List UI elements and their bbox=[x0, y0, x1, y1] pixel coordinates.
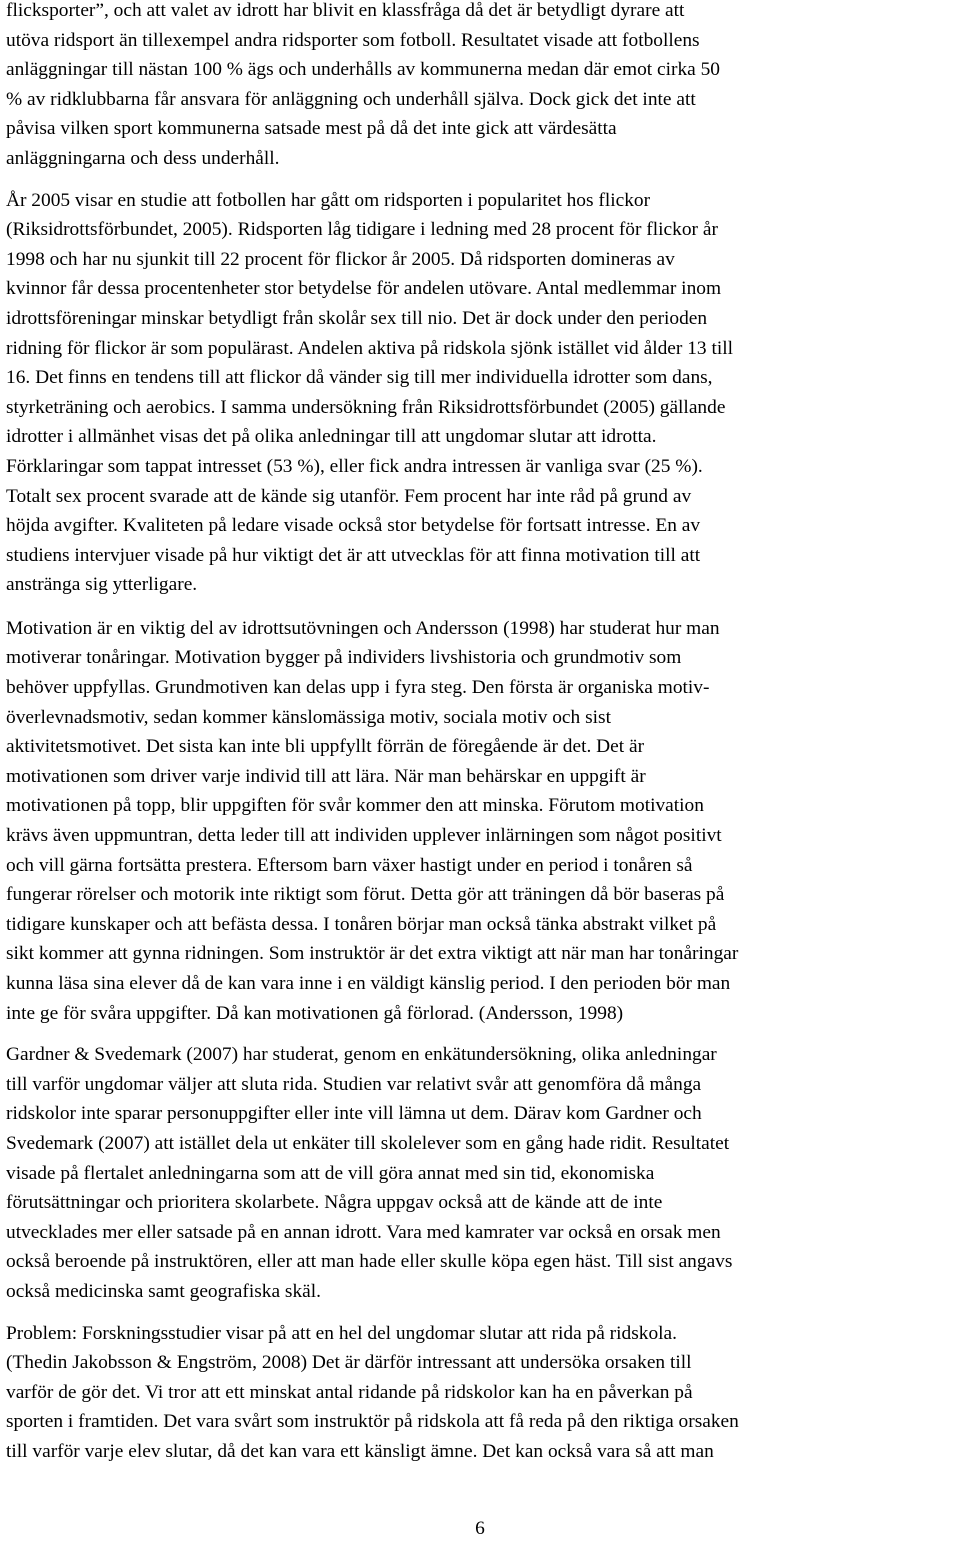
text-line: överlevnadsmotiv, sedan kommer känslomässiga motiv, sociala motiv och sist bbox=[6, 706, 611, 728]
text-line: visade på flertalet anledningarna som att de vill göra annat med sin tid, ekonomiska bbox=[6, 1162, 655, 1184]
text-line: och vill gärna fortsätta prestera. Eftersom barn växer hastigt under en period i tonåren så bbox=[6, 854, 693, 876]
text-line: behöver uppfyllas. Grundmotiven kan delas upp i fyra steg. Den första är organiska motiv- bbox=[6, 677, 710, 699]
text-line: % av ridklubbarna får ansvara för anläggning och underhåll själva. Dock gick det inte att bbox=[6, 88, 696, 110]
text-line: höjda avgifter. Kvaliteten på ledare visade också stor betydelse för fortsatt intresse. En av bbox=[6, 515, 701, 537]
text-line: krävs även uppmuntran, detta leder till att individen upplever inlärningen som något positivt bbox=[6, 825, 722, 847]
text-line: studiens intervjuer visade på hur viktigt det är att utvecklas för att finna motivation till att bbox=[6, 544, 701, 566]
text-line: ridskolor inte sparar personuppgifter eller inte vill lämna ut dem. Därav kom Gardner och bbox=[6, 1103, 702, 1125]
text-line: Problem: Forskningsstudier visar på att en hel del ungdomar slutar att rida på ridskola. bbox=[6, 1322, 677, 1344]
text-line: anstränga sig ytterligare. bbox=[6, 574, 198, 596]
text-line: inte ge för svåra uppgifter. Då kan motivationen gå förlorad. (Andersson, 1998) bbox=[6, 1002, 624, 1024]
text-line: motiverar tonåringar. Motivation bygger på individers livshistoria och grundmotiv som bbox=[6, 647, 682, 669]
text-line: varför de gör det. Vi tror att ett minskat antal ridande på ridskolor kan ha en påverkan på bbox=[6, 1381, 693, 1403]
text-line: idrottsföreningar minskar betydligt från skolår sex till nio. Det är dock under den perioden bbox=[6, 307, 708, 329]
text-line: 16. Det finns en tendens till att flickor då vänder sig till mer individuella idrotter som dans, bbox=[6, 367, 713, 389]
text-line: Motivation är en viktig del av idrottsutövningen och Andersson (1998) har studerat hur man bbox=[6, 617, 720, 639]
text-line: aktivitetsmotivet. Det sista kan inte bli uppfyllt förrän de föregående är det. Det är bbox=[6, 736, 645, 758]
paragraph-motivation bbox=[6, 614, 956, 1028]
text-line: utöva ridsport än tillexempel andra ridsporter som fotboll. Resultatet visade att fotbollens bbox=[6, 29, 700, 51]
paragraph-popularity-study bbox=[6, 186, 956, 600]
text-line: (Riksidrottsförbundet, 2005). Ridsporten låg tidigare i ledning med 28 procent för flickor år bbox=[6, 219, 718, 241]
text-line: Gardner & Svedemark (2007) har studerat, genom en enkätundersökning, olika anledningar bbox=[6, 1044, 717, 1066]
text-line: sikt kommer att gynna ridningen. Som instruktör är det extra viktigt att när man har tonåringar bbox=[6, 943, 739, 965]
paragraph-sports-facilities bbox=[6, 0, 956, 174]
text-line: fungerar rörelser och motorik inte riktigt som förut. Detta gör att träningen då bör baseras på bbox=[6, 884, 725, 906]
text-line: anläggningar till nästan 100 % ägs och underhålls av kommunerna medan där emot cirka 50 bbox=[6, 59, 721, 81]
text-line: idrotter i allmänhet visas det på olika anledningar till att ungdomar slutar att idrotta. bbox=[6, 426, 657, 448]
text-line: motivationen som driver varje individ till att lära. När man behärskar en uppgift är bbox=[6, 765, 646, 787]
text-line: till varför ungdomar väljer att sluta rida. Studien var relativt svår att genomföra då många bbox=[6, 1073, 702, 1095]
text-line: kvinnor får dessa procentenheter stor betydelse för andelen utövare. Antal medlemmar inom bbox=[6, 278, 722, 300]
paragraph-problem-statement bbox=[6, 1319, 956, 1467]
text-line: till varför varje elev slutar, då det kan vara ett känsligt ämne. Det kan också vara så att man bbox=[6, 1440, 714, 1462]
text-line: Totalt sex procent svarade att de kände sig utanför. Fem procent har inte råd på grund av bbox=[6, 485, 692, 507]
text-line: förutsättningar och prioritera skolarbete. Några uppgav också att de kände att de inte bbox=[6, 1192, 663, 1214]
text-line: 1998 och har nu sjunkit till 22 procent för flickor år 2005. Då ridsporten domineras av bbox=[6, 248, 675, 270]
paragraph-gardner-svedemark bbox=[6, 1040, 956, 1306]
page-number: 6 bbox=[475, 1518, 485, 1539]
text-line: År 2005 visar en studie att fotbollen har gått om ridsporten i popularitet hos flickor bbox=[6, 189, 651, 211]
text-line: styrketräning och aerobics. I samma undersökning från Riksidrottsförbundet (2005) gällande bbox=[6, 396, 726, 418]
text-line: utvecklades mer eller satsade på en annan idrott. Vara med kamrater var också en orsak men bbox=[6, 1221, 721, 1243]
text-line: motivationen på topp, blir uppgiften för svår kommer den att minska. Förutom motivation bbox=[6, 795, 704, 817]
text-line: Förklaringar som tappat intresset (53 %), eller fick andra intressen är vanliga svar (25 %). bbox=[6, 455, 703, 477]
text-line: (Thedin Jakobsson & Engström, 2008) Det är därför intressant att undersöka orsaken till bbox=[6, 1352, 692, 1374]
text-line: Svedemark (2007) att istället dela ut enkäter till skolelever som en gång hade ridit. Resultatet bbox=[6, 1132, 730, 1154]
text-line: anläggningarna och dess underhåll. bbox=[6, 147, 280, 169]
text-line: påvisa vilken sport kommunerna satsade mest på då det inte gick att värdesätta bbox=[6, 118, 617, 140]
text-line: också medicinska samt geografiska skäl. bbox=[6, 1280, 322, 1302]
text-line: tidigare kunskaper och att befästa dessa. I tonåren börjar man också tänka abstrakt vilket på bbox=[6, 913, 717, 935]
text-line: också beroende på instruktören, eller att man hade eller skulle köpa egen häst. Till sist angavs bbox=[6, 1251, 733, 1273]
text-line: kunna läsa sina elever då de kan vara inne i en väldigt känslig period. I den perioden bör man bbox=[6, 973, 731, 994]
document-page bbox=[6, 0, 956, 1467]
text-line: sporten i framtiden. Det vara svårt som instruktör på ridskola att få reda på den riktiga orsaken bbox=[6, 1411, 739, 1433]
text-line: ridning för flickor är som populärast. Andelen aktiva på ridskola sjönk istället vid ålder 13 till bbox=[6, 337, 733, 359]
text-line: flicksporter”, och att valet av idrott har blivit en klassfråga då det är betydligt dyrare att bbox=[6, 0, 685, 21]
